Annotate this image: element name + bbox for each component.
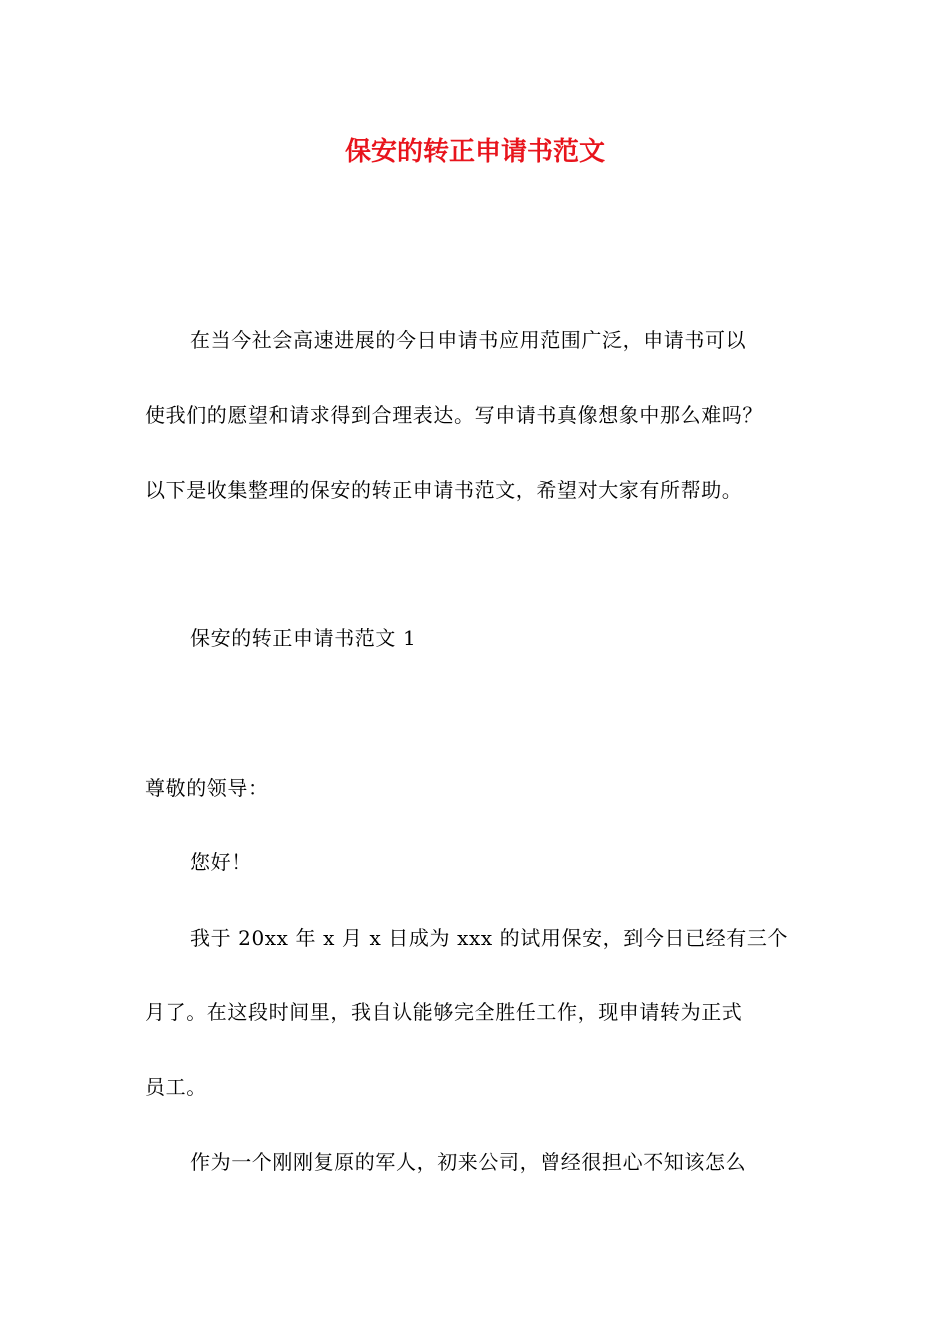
body-line-1: 我于 20xx 年 x 月 x 日成为 xxx 的试用保安，到今日已经有三个 — [190, 926, 789, 950]
intro-line-2: 使我们的愿望和请求得到合理表达。写申请书真像想象中那么难吗？ — [145, 403, 763, 427]
body-line-3: 员工。 — [145, 1075, 207, 1099]
section-heading: 保安的转正申请书范文 1 — [190, 626, 417, 650]
intro-line-3: 以下是收集整理的保安的转正申请书范文，希望对大家有所帮助。 — [145, 478, 743, 502]
greeting: 您好！ — [190, 850, 252, 874]
document-title: 保安的转正申请书范文 — [344, 137, 605, 167]
intro-line-1: 在当今社会高速进展的今日申请书应用范围广泛，申请书可以 — [190, 328, 747, 352]
body-line-2: 月了。在这段时间里，我自认能够完全胜任工作，现申请转为正式 — [145, 1000, 743, 1024]
salutation: 尊敬的领导： — [145, 776, 269, 800]
body-line-4: 作为一个刚刚复原的军人，初来公司，曾经很担心不知该怎么 — [190, 1150, 747, 1174]
